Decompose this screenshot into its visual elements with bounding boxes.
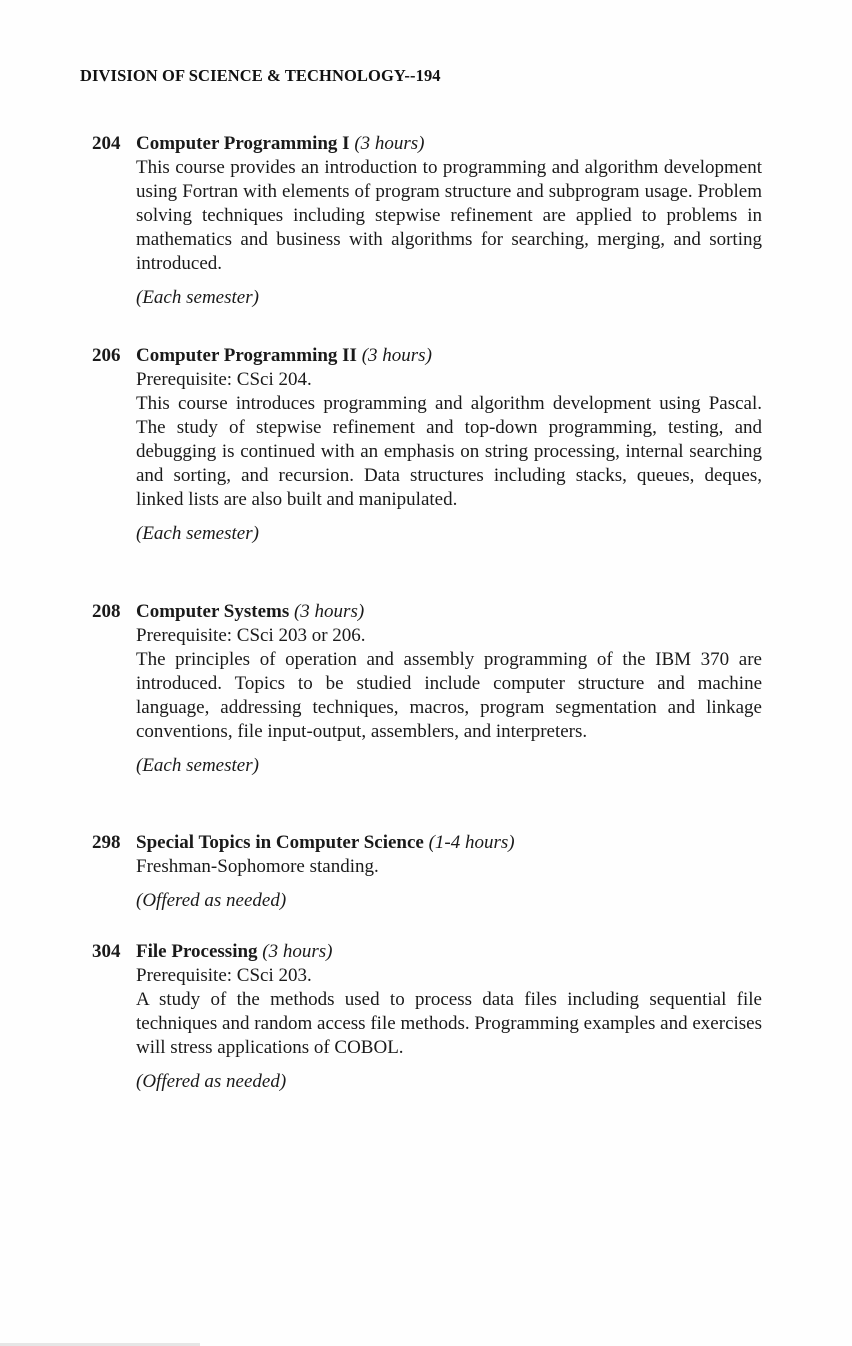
course-body: [136, 624, 762, 778]
course-body: [136, 855, 762, 913]
course-number: 204: [92, 133, 121, 154]
course-schedule: (Offered as needed): [136, 890, 287, 911]
course-title-line: [92, 132, 772, 156]
course-title-line: [92, 600, 772, 624]
course-entry-206: [92, 344, 772, 546]
course-body: [136, 368, 762, 546]
course-description: This course introduces programming and algorithm development using Pascal. The study of stepwise refinement and top-down programming, testing, and debugging is continued with an emphasis on string processing, internal searching and sorting, and recursion. Data structures including stacks, queues, deques, linked lists are also built and manipulated.: [136, 393, 762, 510]
course-hours: (3 hours): [293, 601, 365, 622]
course-hours: (3 hours): [354, 133, 425, 154]
course-description: This course provides an introduction to programming and algorithm development using Fortran with elements of program structure and subprogram usage. Problem solving techniques including stepwise refinement are applied to problems in mathematics and business with algorithms for searching, merging, and sorting introduced.: [136, 157, 762, 274]
course-title-line: [92, 831, 772, 855]
course-title-line: [92, 940, 772, 964]
course-entry-298: [92, 831, 772, 913]
course-hours: (3 hours): [262, 941, 333, 962]
course-name: Computer Programming II: [136, 345, 357, 366]
course-prerequisite: Prerequisite: CSci 203 or 206.: [136, 625, 366, 646]
course-number: 298: [92, 832, 121, 853]
course-hours: (3 hours): [361, 345, 432, 366]
course-number: 304: [92, 941, 121, 962]
course-entry-204: [92, 132, 772, 310]
course-description: The principles of operation and assembly programming of the IBM 370 are introduced. Topics to be studied include computer structure and machine language, addressing techniques, macros, program segmentation and linkage conventions, file input-output, assemblers, and interpreters.: [136, 649, 762, 742]
course-name: File Processing: [136, 941, 258, 962]
course-description: A study of the methods used to process data files including sequential file techniques and random access file methods. Programming examples and exercises will stress applications of COBOL.: [136, 989, 762, 1058]
course-body: [136, 156, 762, 310]
course-prerequisite: Prerequisite: CSci 204.: [136, 369, 312, 390]
course-entry-304: [92, 940, 772, 1094]
course-title-line: [92, 344, 772, 368]
course-name: Computer Systems: [136, 601, 290, 622]
page-header: DIVISION OF SCIENCE & TECHNOLOGY--194: [80, 66, 441, 85]
course-name: Special Topics in Computer Science: [136, 832, 424, 853]
course-name: Computer Programming I: [136, 133, 350, 154]
course-number: 208: [92, 601, 121, 622]
course-number: 206: [92, 345, 121, 366]
course-schedule: (Each semester): [136, 287, 259, 308]
course-hours: (1-4 hours): [428, 832, 515, 853]
course-schedule: (Each semester): [136, 755, 259, 776]
course-schedule: (Offered as needed): [136, 1071, 287, 1092]
course-schedule: (Each semester): [136, 523, 259, 544]
course-entry-208: [92, 600, 772, 778]
course-prerequisite: Prerequisite: CSci 203.: [136, 965, 312, 986]
course-prerequisite: Freshman-Sophomore standing.: [136, 856, 379, 877]
course-body: [136, 964, 762, 1094]
